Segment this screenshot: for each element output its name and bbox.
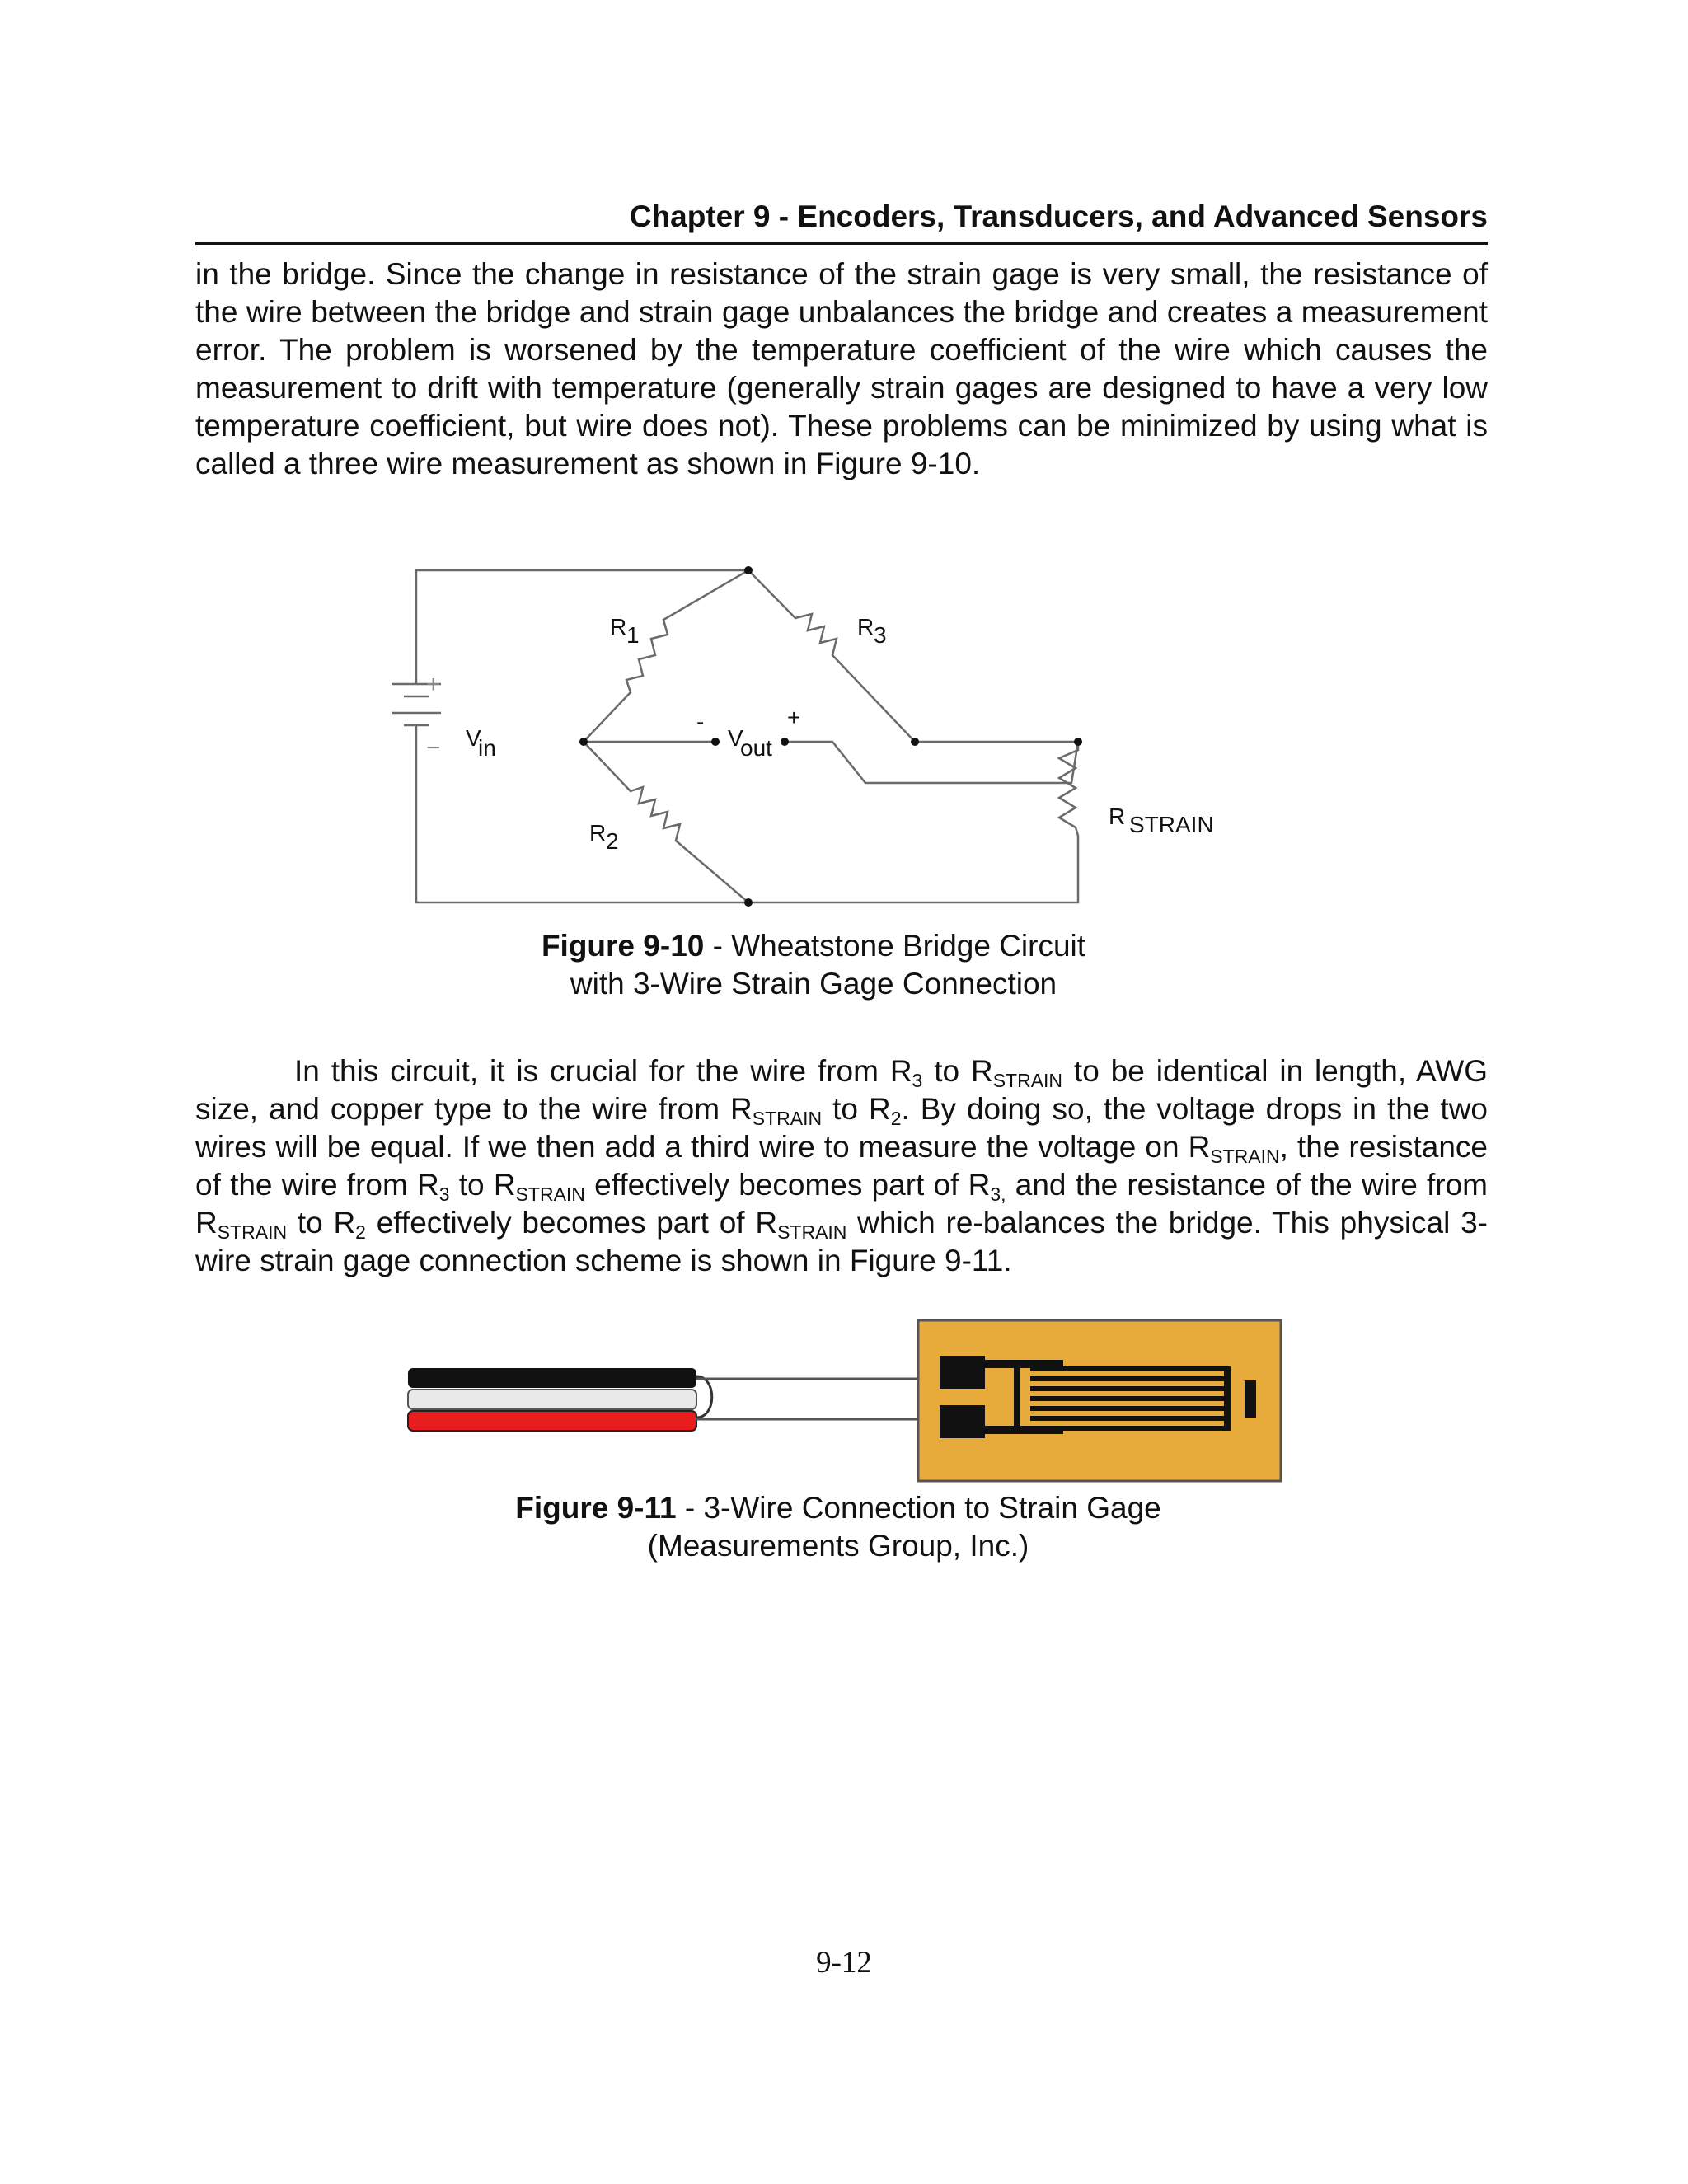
r2-label: R [589, 820, 607, 846]
figure-9-11-caption-text: - 3-Wire Connection to Strain Gage [676, 1491, 1161, 1525]
figure-9-11-caption [443, 1489, 1234, 1565]
figure-9-10-caption [443, 927, 1184, 1003]
strain-gage-photo [404, 1319, 1286, 1483]
r3-label: R [857, 614, 874, 640]
node-left [579, 738, 588, 746]
wheatstone-bridge-diagram [330, 560, 1253, 923]
node-vout-plus [781, 738, 789, 746]
wire-white [408, 1390, 696, 1409]
battery-plus-sign: + [426, 671, 441, 698]
paragraph-1: in the bridge. Since the change in resistance of the strain gage is very small, the resistance of the wire between the bridge and strain gage unbalances the bridge and creates a measurement error. The problem is worsened by the temperature coefficient of the wire which causes the measurement to drift with temperature (generally strain gages are designed to have a very low temperature coefficient, but wire does not). These problems can be minimized by using what is called a three wire measurement as shown in Figure 9-10. [195, 257, 1488, 480]
paragraph-2: In this circuit, it is crucial for the wire from $R_3$ to $R_{STRAIN}$ to be identical in length, AWG size, and copper type to the wire from $R_{STRAIN}$ to $R_2$. By doing so, the voltage drops in the two wires will be equal. If we then add a third wire to measure the voltage on $R_{STRAIN}$, the resistance of the wire from $R_3$ to $R_{STRAIN}$ effectively becomes part of $R_{3,}$ and the resistance of the wire from $R_{STRAIN}$ to $R_2$ effectively becomes part of $R_{STRAIN}$ which re-balances the bridge. This physical 3-wire strain gage connection scheme is shown in Figure 9-11. [195, 1054, 1489, 1277]
vout-label: V [728, 725, 743, 751]
figure-9-11-caption-line2: (Measurements Group, Inc.) [647, 1529, 1029, 1563]
vin-label: V [466, 725, 481, 751]
wire-black [408, 1368, 696, 1388]
node-top [744, 566, 753, 574]
rstrain-sub: STRAIN [1129, 812, 1214, 837]
vin-sub: in [478, 735, 496, 761]
node-r3-end [911, 738, 919, 746]
vout-sub: out [740, 735, 772, 761]
vout-plus-sign: + [787, 705, 801, 730]
figure-9-10-caption-text: - Wheatstone Bridge Circuit [704, 929, 1086, 963]
battery-minus-sign: − [426, 734, 441, 762]
node-vout-minus [711, 738, 720, 746]
chapter-title: Chapter 9 - Encoders, Transducers, and Advanced Sensors [629, 199, 1488, 233]
r1-label: R [610, 614, 627, 640]
figure-9-11-caption-label: Figure 9-11 [515, 1491, 677, 1525]
node-strain-top [1074, 738, 1082, 746]
r3-sub: 3 [874, 622, 887, 648]
r1-sub: 1 [626, 622, 640, 648]
chapter-header [195, 196, 1488, 245]
r2-sub: 2 [606, 828, 619, 854]
figure-9-10-caption-label: Figure 9-10 [541, 929, 705, 963]
vout-minus-sign: - [696, 709, 705, 734]
wire-red [408, 1411, 696, 1431]
rstrain-label: R [1109, 804, 1126, 829]
page-number: 9-12 [816, 1946, 872, 1980]
figure-9-10-caption-line2: with 3-Wire Strain Gage Connection [570, 967, 1057, 1001]
node-bottom [744, 898, 753, 907]
